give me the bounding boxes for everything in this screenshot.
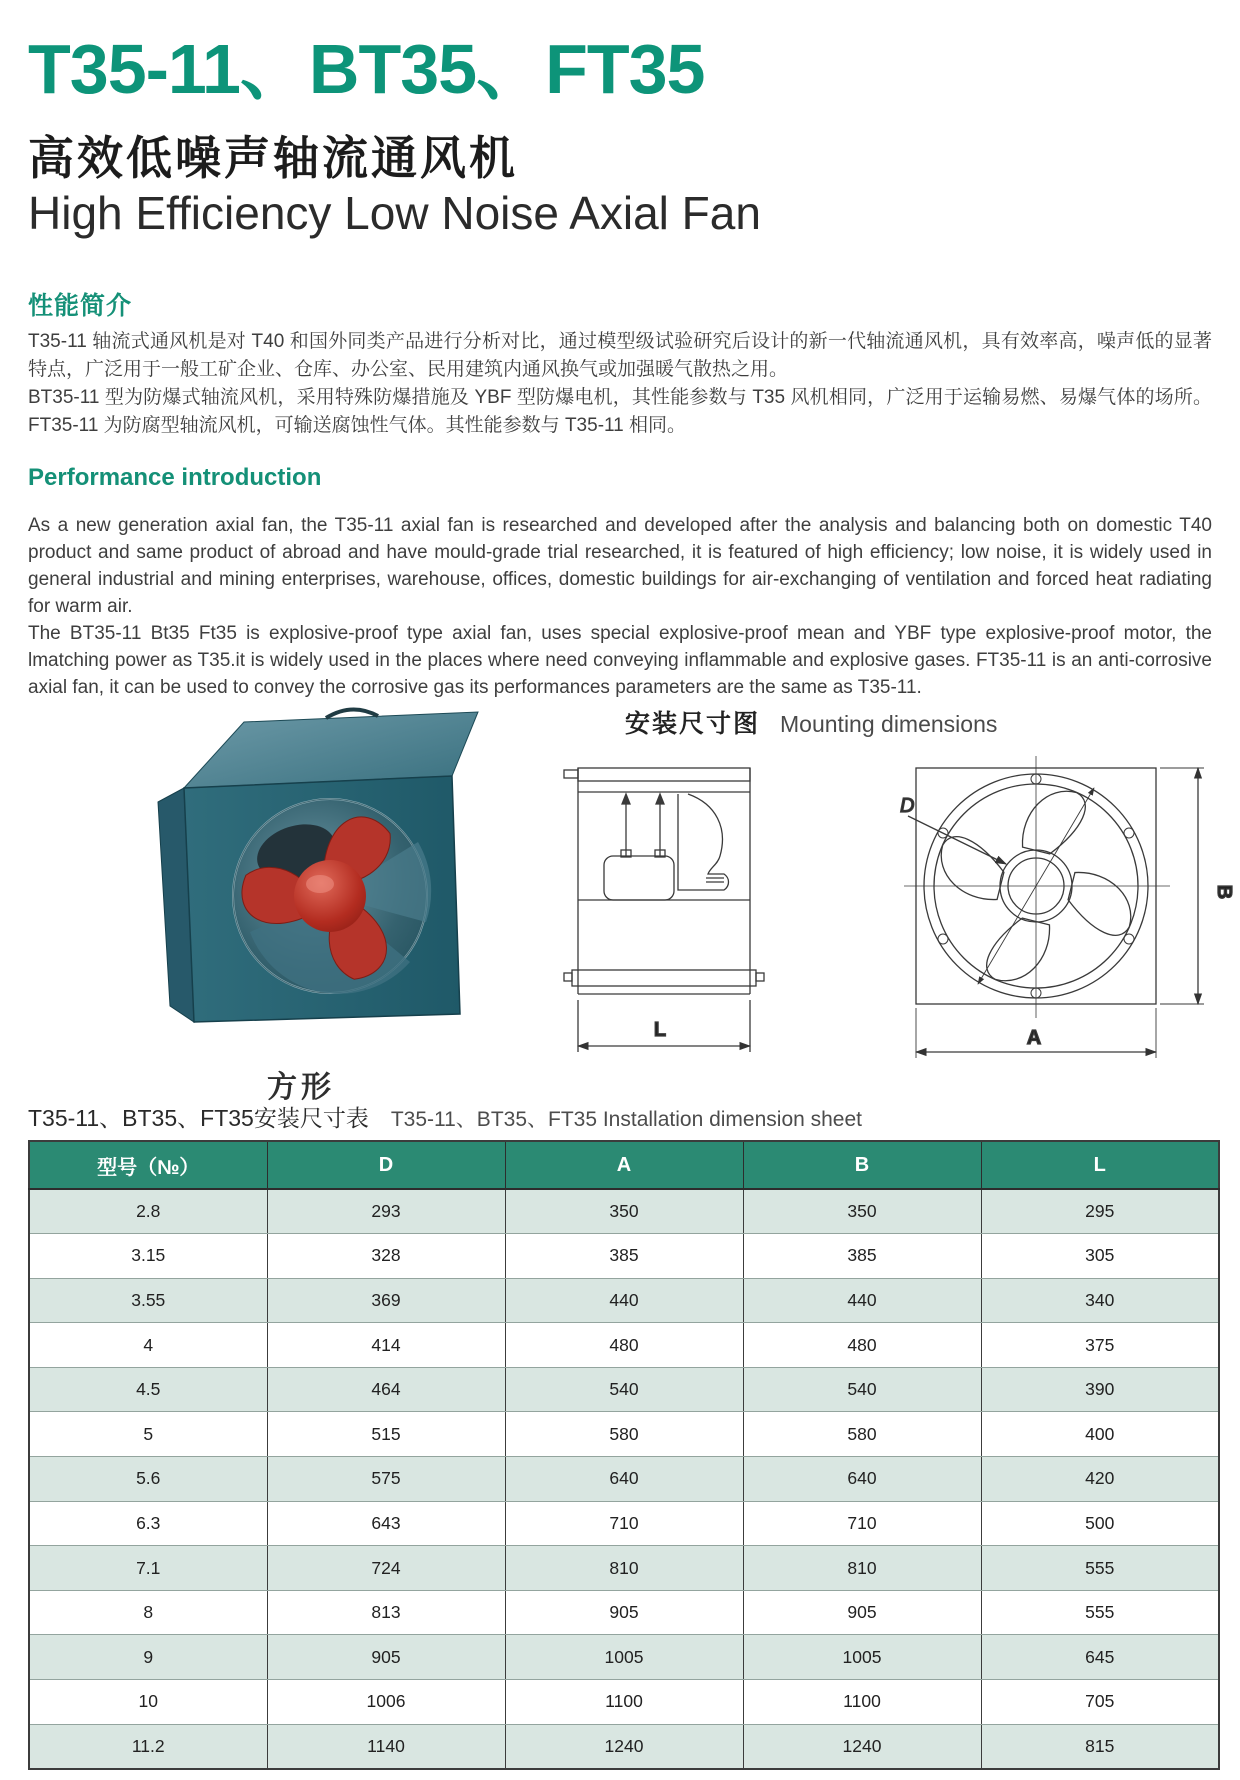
table-cell: 540 (743, 1367, 981, 1412)
column-header-b: B (743, 1141, 981, 1189)
table-row (29, 1635, 1219, 1680)
table-cell: 575 (267, 1457, 505, 1502)
table-cell: 640 (743, 1457, 981, 1502)
column-header-a: A (505, 1141, 743, 1189)
intro-paragraph-en-2: The BT35-11 Bt35 Ft35 is explosive-proof type axial fan, uses special explosive-proof mean and YBF type explosive-proof motor, the lmatching power as T35.it is widely used in the places where need conveying inflammable and explosive gases. FT35-11 is an anti-corrosive axial fan, it can be used to convey the corrosive gas its performances parameters are the same as T35-11. (28, 623, 1212, 698)
table-cell: 7.1 (29, 1546, 267, 1591)
front-view-drawing (900, 756, 1235, 1058)
section-heading-performance-en: Performance introduction (28, 464, 322, 491)
table-cell: 480 (505, 1323, 743, 1368)
table-cell: 905 (267, 1635, 505, 1680)
mounting-heading-en: Mounting dimensions (780, 711, 998, 737)
table-row (29, 1680, 1219, 1725)
table-cell: 350 (743, 1189, 981, 1234)
intro-paragraph-zh (28, 328, 1212, 440)
column-header-model: 型号（№） (29, 1141, 267, 1189)
table-cell: 500 (981, 1501, 1219, 1546)
intro-paragraph-en (28, 512, 1212, 701)
side-view-drawing (564, 768, 764, 1052)
table-cell: 11.2 (29, 1724, 267, 1769)
table-row (29, 1590, 1219, 1635)
table-cell: 305 (981, 1234, 1219, 1279)
page-subtitle-en: High Efficiency Low Noise Axial Fan (28, 187, 761, 239)
column-header-d: D (267, 1141, 505, 1189)
table-row (29, 1234, 1219, 1279)
table-cell: 350 (505, 1189, 743, 1234)
table-row (29, 1323, 1219, 1368)
table-cell: 440 (743, 1278, 981, 1323)
column-header-l: L (981, 1141, 1219, 1189)
table-cell: 5.6 (29, 1457, 267, 1502)
table-cell: 328 (267, 1234, 505, 1279)
table-cell: 9 (29, 1635, 267, 1680)
mounting-heading-zh: 安装尺寸图 (625, 710, 761, 738)
table-cell: 1005 (743, 1635, 981, 1680)
table-cell: 480 (743, 1323, 981, 1368)
dimension-drawing-svg (548, 752, 1240, 1087)
table-cell: 420 (981, 1457, 1219, 1502)
mounting-dimension-drawings (548, 752, 1240, 1087)
table-cell: 645 (981, 1635, 1219, 1680)
fan-photo-illustration (118, 692, 484, 1052)
table-cell: 815 (981, 1724, 1219, 1769)
table-cell: 4 (29, 1323, 267, 1368)
table-cell: 580 (743, 1412, 981, 1457)
table-cell: 8 (29, 1590, 267, 1635)
table-cell: 1006 (267, 1680, 505, 1725)
table-title (28, 1100, 862, 1133)
table-cell: 295 (981, 1189, 1219, 1234)
dim-label-a: A (1026, 1027, 1042, 1049)
table-cell: 810 (743, 1546, 981, 1591)
page-subtitle-zh: 高效低噪声轴流通风机 (28, 132, 518, 184)
table-cell: 400 (981, 1412, 1219, 1457)
table-cell: 293 (267, 1189, 505, 1234)
table-cell: 3.15 (29, 1234, 267, 1279)
dim-label-b: B (1213, 884, 1235, 900)
table-cell: 515 (267, 1412, 505, 1457)
table-cell: 555 (981, 1590, 1219, 1635)
table-cell: 905 (505, 1590, 743, 1635)
intro-paragraph-zh-2: BT35-11 型为防爆式轴流风机，采用特殊防爆措施及 YBF 型防爆电机，其性能参数与 T35 风机相同，广泛用于运输易燃、易爆气体的场所。FT35-11 为防腐型轴流风机，可输送腐蚀性气体。其性能参数与 T35-11 相同。 (28, 387, 1212, 436)
table-row (29, 1457, 1219, 1502)
dimension-table-body (29, 1189, 1219, 1769)
mounting-dimensions-heading (625, 704, 997, 740)
table-cell: 1140 (267, 1724, 505, 1769)
table-row (29, 1189, 1219, 1234)
table-cell: 464 (267, 1367, 505, 1412)
intro-paragraph-en-1: As a new generation axial fan, the T35-11 axial fan is researched and developed after the analysis and balancing both on domestic T40 product and same product of abroad and have mould-grade trial researched, it is featured of high efficiency; low noise, it is widely used in general industrial and mining enterprises, warehouse, offices, domestic buildings for air-exchanging of ventilation and forced heat radiating for warm air. (28, 515, 1212, 617)
table-cell: 1100 (505, 1680, 743, 1725)
table-cell: 5 (29, 1412, 267, 1457)
table-cell: 724 (267, 1546, 505, 1591)
table-cell: 643 (267, 1501, 505, 1546)
table-cell: 6.3 (29, 1501, 267, 1546)
table-cell: 414 (267, 1323, 505, 1368)
product-photo (118, 692, 484, 1052)
table-row (29, 1412, 1219, 1457)
section-heading-performance-zh: 性能简介 (28, 292, 133, 320)
table-cell: 4.5 (29, 1367, 267, 1412)
table-cell: 1240 (505, 1724, 743, 1769)
table-row (29, 1724, 1219, 1769)
dimension-table (28, 1140, 1220, 1770)
table-cell: 440 (505, 1278, 743, 1323)
table-cell: 3.55 (29, 1278, 267, 1323)
table-cell: 385 (743, 1234, 981, 1279)
page-title: T35-11、BT35、FT35 (28, 30, 705, 108)
table-row (29, 1278, 1219, 1323)
table-cell: 640 (505, 1457, 743, 1502)
table-row (29, 1367, 1219, 1412)
table-title-zh: T35-11、BT35、FT35安装尺寸表 (28, 1105, 369, 1131)
table-cell: 905 (743, 1590, 981, 1635)
table-cell: 2.8 (29, 1189, 267, 1234)
table-cell: 1240 (743, 1724, 981, 1769)
dim-label-d: D (900, 795, 915, 817)
table-cell: 390 (981, 1367, 1219, 1412)
photo-caption: 方形 (267, 1071, 335, 1104)
table-cell: 555 (981, 1546, 1219, 1591)
table-cell: 340 (981, 1278, 1219, 1323)
table-cell: 810 (505, 1546, 743, 1591)
table-cell: 540 (505, 1367, 743, 1412)
table-row (29, 1501, 1219, 1546)
intro-paragraph-zh-1: T35-11 轴流式通风机是对 T40 和国外同类产品进行分析对比，通过模型级试验研究后设计的新一代轴流通风机，具有效率高，噪声低的显著特点，广泛用于一般工矿企业、仓库、办公室、民用建筑内通风换气或加强暖气散热之用。 (28, 331, 1212, 380)
table-cell: 375 (981, 1323, 1219, 1368)
table-header-row (29, 1141, 1219, 1189)
table-row (29, 1546, 1219, 1591)
table-cell: 710 (505, 1501, 743, 1546)
table-cell: 710 (743, 1501, 981, 1546)
table-title-en: T35-11、BT35、FT35 Installation dimension sheet (390, 1108, 863, 1131)
dim-label-l: L (653, 1019, 667, 1041)
table-cell: 385 (505, 1234, 743, 1279)
table-cell: 813 (267, 1590, 505, 1635)
table-cell: 1005 (505, 1635, 743, 1680)
table-cell: 705 (981, 1680, 1219, 1725)
table-cell: 10 (29, 1680, 267, 1725)
table-cell: 580 (505, 1412, 743, 1457)
table-cell: 1100 (743, 1680, 981, 1725)
table-cell: 369 (267, 1278, 505, 1323)
